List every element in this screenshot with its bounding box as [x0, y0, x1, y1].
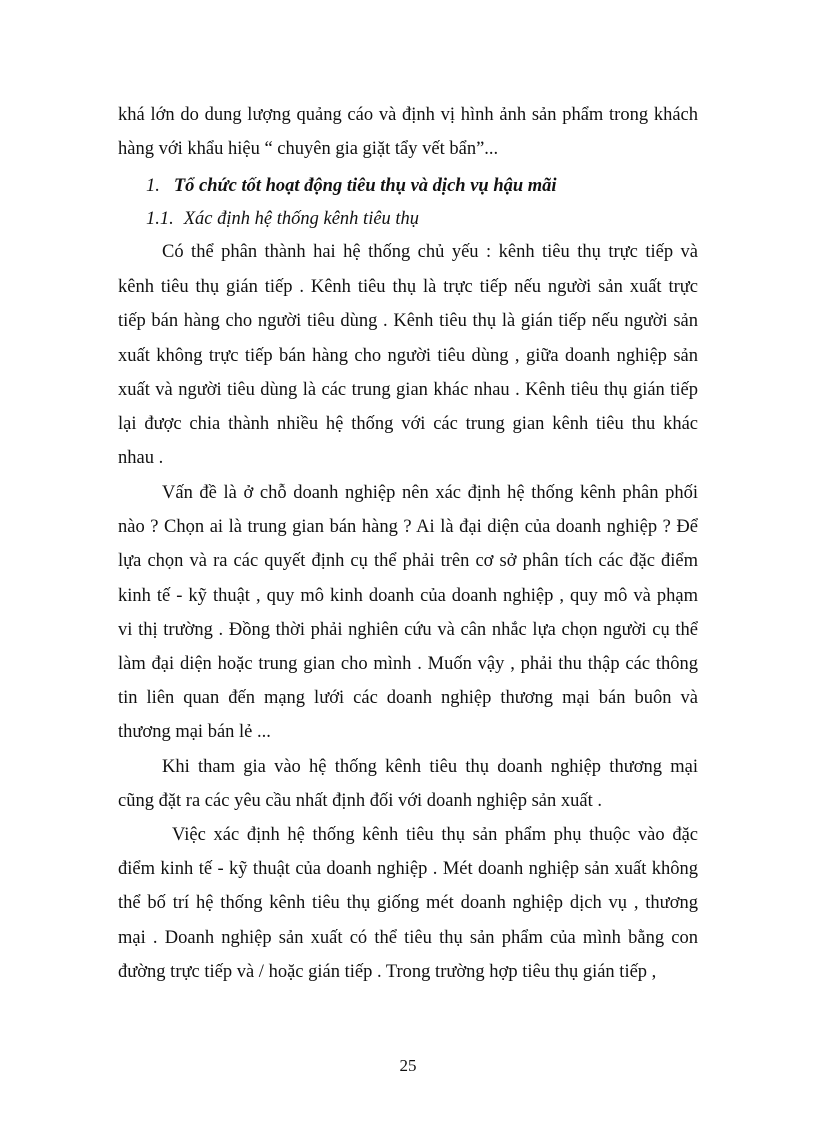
subsection-number: 1.1.: [146, 209, 174, 229]
text-line: mại . Doanh nghiệp sản xuất có thể tiêu thụ sản phẩm của mình bằng con: [118, 928, 698, 948]
text-line: lại được chia thành nhiều hệ thống với các trung gian kênh tiêu thu khác: [118, 414, 698, 434]
text-line: tiếp bán hàng cho người tiêu dùng . Kênh tiêu thụ là gián tiếp nếu người sản: [118, 311, 698, 331]
text-line: Khi tham gia vào hệ thống kênh tiêu thụ doanh nghiệp thương mại: [162, 757, 698, 777]
text-line: hàng với khẩu hiệu “ chuyên gia giặt tẩy vết bẩn”...: [118, 139, 499, 159]
text-line: lựa chọn và ra các quyết định cụ thể phải trên cơ sở phân tích các đặc điểm: [118, 551, 698, 571]
text-line: đường trực tiếp và / hoặc gián tiếp . Trong trường hợp tiêu thụ gián tiếp ,: [118, 962, 657, 982]
text-line: kinh tế - kỹ thuật , quy mô kinh doanh của doanh nghiệp , quy mô và phạm: [118, 586, 698, 606]
section-number: 1.: [146, 176, 160, 196]
text-line: làm đại diện hoặc trung gian cho mình . Muốn vậy , phải thu thập các thông: [118, 654, 698, 674]
text-line: xuất không trực tiếp bán hàng cho người tiêu dùng , giữa doanh nghiệp sản: [118, 346, 698, 366]
text-line: nhau .: [118, 448, 164, 468]
text-line: xuất và người tiêu dùng là các trung gian khác nhau . Kênh tiêu thụ gián tiếp: [118, 380, 698, 400]
text-line: khá lớn do dung lượng quảng cáo và định vị hình ảnh sản phẩm trong khách: [118, 105, 698, 125]
text-line: kênh tiêu thụ gián tiếp . Kênh tiêu thụ là trực tiếp nếu người sản xuất trực: [118, 277, 698, 297]
text-line: tin liên quan đến mạng lưới các doanh nghiệp thương mại bán buôn và: [118, 688, 698, 708]
text-line: Việc xác định hệ thống kênh tiêu thụ sản phẩm phụ thuộc vào đặc: [172, 825, 698, 845]
text-line: vi thị trường . Đồng thời phải nghiên cứu và cân nhắc lựa chọn người cụ thể: [118, 620, 698, 640]
text-line: Vấn đề là ở chỗ doanh nghiệp nên xác định hệ thống kênh phân phối: [162, 483, 698, 503]
text-line: nào ? Chọn ai là trung gian bán hàng ? Ai là đại diện của doanh nghiệp ? Để: [118, 517, 698, 537]
section-title: Tổ chức tốt hoạt động tiêu thụ và dịch vụ hậu mãi: [173, 176, 557, 196]
text-line: Có thể phân thành hai hệ thống chủ yếu : kênh tiêu thụ trực tiếp và: [162, 242, 698, 262]
text-line: thương mại bán lẻ ...: [118, 722, 271, 742]
text-line: thể bố trí hệ thống kênh tiêu thụ giống mét doanh nghiệp dịch vụ , thương: [118, 893, 698, 913]
subsection-title: Xác định hệ thống kênh tiêu thụ: [183, 209, 420, 229]
subsection-heading: [146, 207, 419, 231]
page-number: 25: [399, 1056, 417, 1075]
text-line: điểm kinh tế - kỹ thuật của doanh nghiệp . Mét doanh nghiệp sản xuất không: [118, 859, 698, 879]
section-heading: [146, 174, 557, 198]
text-line: cũng đặt ra các yêu cầu nhất định đối với doanh nghiệp sản xuất .: [118, 791, 602, 811]
